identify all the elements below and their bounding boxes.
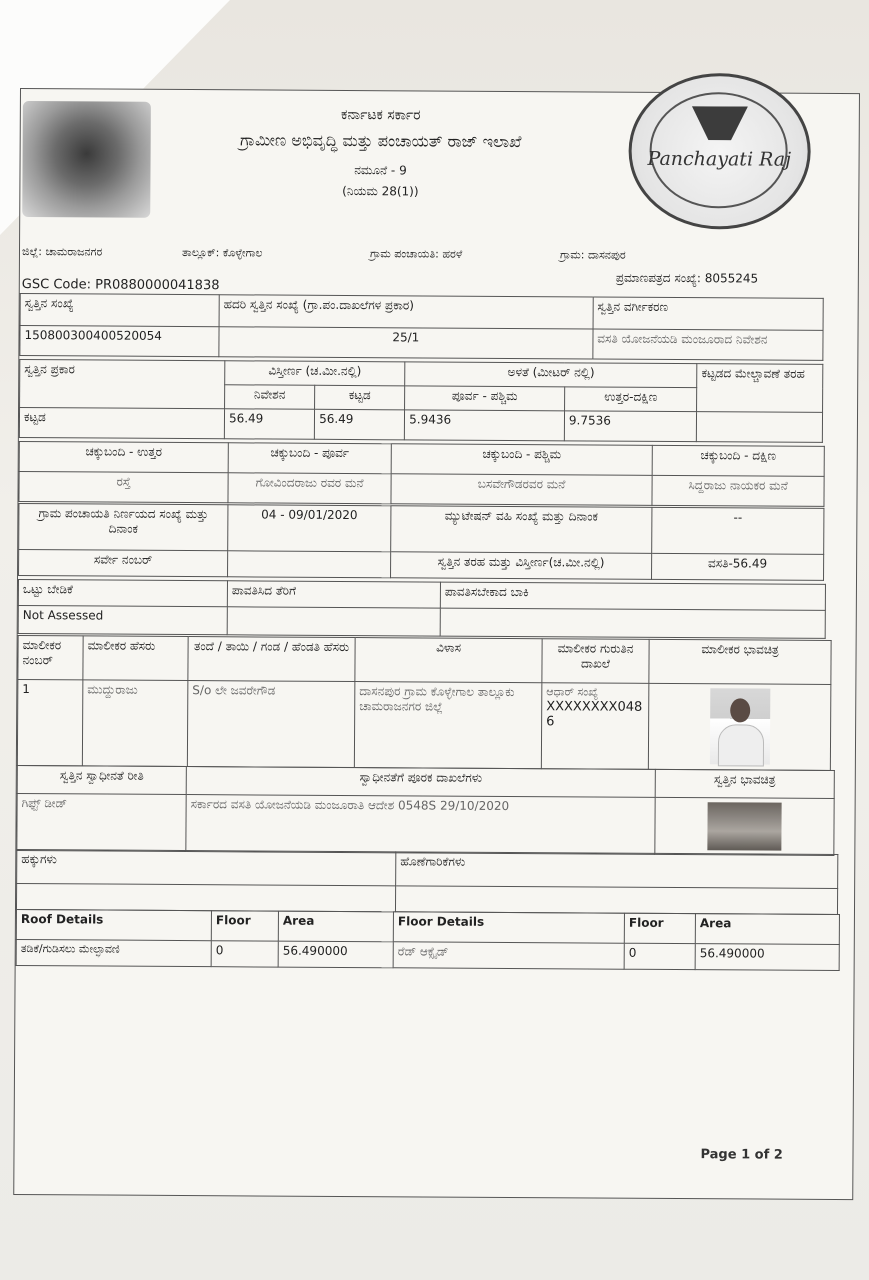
resolution-value: 04 - 09/01/2020 — [228, 505, 391, 552]
east-boundary-label: ಚಕ್ಕುಬಂದಿ - ಪೂರ್ವ — [228, 443, 391, 474]
owner-number: 1 — [17, 679, 83, 765]
resolution-label: ಗ್ರಾಮ ಪಂಚಾಯತಿ ನಿರ್ಣಯದ ಸಂಖ್ಯೆ ಮತ್ತು ದಿನಾಂಕ — [19, 504, 228, 551]
north-south-value: 9.7536 — [564, 411, 697, 442]
property-nature-value: ವಸತಿ-56.49 — [652, 553, 824, 580]
owner-row — [17, 679, 831, 770]
property-id-label: ಸ್ವತ್ತಿನ ಸಂಖ್ಯೆ — [20, 294, 219, 327]
owner-photo — [709, 688, 769, 764]
owner-number-header: ಮಾಲೀಕರ ನಂಬರ್ — [18, 635, 83, 679]
roof-floor-value: 0 — [211, 941, 278, 967]
total-demand-value: Not Assessed — [18, 605, 227, 634]
east-west-value: 5.9436 — [405, 410, 565, 441]
survey-number-label: ಸರ್ವೇ ನಂಬರ್ — [19, 550, 228, 577]
ownership-docs-value: ಸರ್ಕಾರದ ವಸತಿ ಯೋಜನೆಯಡಿ ಮಂಜೂರಾತಿ ಆದೇಶ 0548S 29/10/2020 — [186, 795, 655, 855]
property-table — [19, 293, 823, 361]
balance-due-value — [440, 608, 825, 638]
seal-logo-text: Panchayati Raj — [647, 147, 792, 171]
property-photo-cell — [655, 797, 834, 855]
west-boundary-value: ಬಸವೇಗೌಡರವರ ಮನೆ — [391, 474, 652, 506]
owner-relation: S/o ಲೇ ಜವರೇಗೌಡ — [187, 681, 355, 768]
owner-name-header: ಮಾಲೀಕರ ಹೆಸರು — [83, 636, 188, 681]
floor-details-value: ರೆಡ್ ಆಕ್ಸೈಡ್ — [393, 942, 624, 969]
ownership-mode-value: ಗಿಫ್ಟ್ ಡೀಡ್ — [17, 793, 186, 851]
roof-details-value: ತಡಿಕೆ/ಗುಡಿಸಲು ಮೇಲ್ಛಾವಣಿ — [16, 939, 211, 966]
old-property-no-label: ಹದರಿ ಸ್ವತ್ತಿನ ಸಂಖ್ಯೆ (ಗ್ರಾ.ಪಂ.ದಾಖಲೆಗಳ ಪ್ರಕಾರ) — [219, 295, 593, 329]
liabilities-value — [395, 886, 837, 915]
rights-value — [16, 883, 395, 911]
east-west-label: ಪೂರ್ವ - ಪಶ್ಚಿಮ — [405, 386, 565, 411]
property-photo-label: ಸ್ವತ್ತಿನ ಭಾವಚಿತ್ರ — [655, 769, 834, 798]
department-title: ಗ್ರಾಮೀಣ ಅಭಿವೃದ್ಧಿ ಮತ್ತು ಪಂಚಾಯತ್ ರಾಜ್ ಇಲಾಖೆ — [239, 130, 522, 152]
boundaries-table — [18, 441, 824, 507]
property-type-value: ಕಟ್ಟಡ — [19, 408, 224, 439]
east-boundary-value: ಗೋವಿಂದರಾಜು ರವರ ಮನೆ — [228, 473, 391, 504]
tax-paid-label: ಪಾವತಿಸಿದ ತೆರಿಗೆ — [227, 581, 440, 608]
balance-due-label: ಪಾವತಿಸಬೇಕಾದ ಬಾಕಿ — [440, 582, 825, 610]
tax-paid-value — [227, 607, 440, 636]
mutation-label: ಮ್ಯುಟೇಷನ್ ವಹಿ ಸಂಖ್ಯೆ ಮತ್ತು ದಿನಾಂಕ — [391, 506, 652, 554]
north-south-label: ಉತ್ತರ-ದಕ್ಷಿಣ — [564, 387, 697, 412]
property-photo — [707, 802, 781, 850]
tax-table — [18, 579, 826, 639]
roof-area-header: Area — [278, 911, 393, 942]
gram-panchayat-label: ಗ್ರಾಮ ಪಂಚಾಯತಿ: ಹರಳೆ — [369, 247, 463, 261]
roof-type-value — [697, 412, 823, 443]
property-dimensions-table — [19, 359, 823, 443]
north-boundary-value: ರಸ್ತೆ — [19, 472, 228, 503]
dimensions-label: ಅಳತೆ (ಮೀಟರ್ ನಲ್ಲಿ) — [405, 362, 697, 388]
owner-id-cell — [541, 683, 649, 770]
rights-table — [16, 849, 838, 915]
roof-details-header: Roof Details — [16, 909, 211, 940]
north-boundary-label: ಚಕ್ಕುಬಂದಿ - ಉತ್ತರ — [19, 442, 228, 473]
village-label: ಗ್ರಾಮ: ದಾಸನಪುರ — [559, 248, 626, 262]
liabilities-label: ಹೊಣೆಗಾರಿಕೆಗಳು — [396, 852, 838, 889]
south-boundary-label: ಚಕ್ಕುಬಂದಿ - ದಕ್ಷಿಣ — [652, 445, 824, 476]
certificate-number: ಪ್ರಮಾಣಪತ್ರದ ಸಂಖ್ಯೆ: 8055245 — [615, 270, 759, 286]
district-label: ಜಿಲ್ಲೆ: ಚಾಮರಾಜನಗರ — [21, 245, 103, 259]
page-number: Page 1 of 2 — [700, 1147, 783, 1163]
classification-label: ಸ್ವತ್ತಿನ ವರ್ಗೀಕರಣ — [593, 297, 823, 330]
owners-table — [17, 635, 832, 771]
mutation-value: -- — [652, 507, 824, 554]
address-header: ವಿಳಾಸ — [355, 638, 542, 683]
owner-id-type: ಆಧಾರ್ ಸಂಖ್ಯೆ — [546, 685, 599, 699]
building-label: ಕಟ್ಟಡ — [315, 385, 405, 410]
roof-floor-header: Floor — [211, 911, 278, 941]
ownership-docs-label: ಸ್ವಾಧೀನತೆಗೆ ಪೂರಕ ದಾಖಲೆಗಳು — [186, 767, 655, 798]
rule-number: (ನಿಯಮ 28(1)) — [342, 183, 419, 199]
header-block — [140, 106, 621, 201]
government-title: ಕರ್ನಾಟಕ ಸರ್ಕಾರ — [341, 106, 421, 124]
owner-address: ದಾಸನಪುರ ಗ್ರಾಮ ಕೊಳ್ಳೇಗಾಲ ತಾಲ್ಲೂಕು ಚಾಮರಾಜನಗರ ಜಿಲ್ಲೆ — [354, 682, 542, 769]
relation-header: ತಂದೆ / ತಾಯಿ / ಗಂಡ / ಹೆಂಡತಿ ಹೆಸರು — [188, 637, 355, 682]
owner-id-number: XXXXXXXX0486 — [546, 699, 643, 730]
resolution-table — [18, 503, 824, 581]
old-property-no-value: 25/1 — [219, 327, 593, 359]
owner-name: ಮುದ್ದುರಾಜು — [82, 680, 188, 767]
ownership-mode-label: ಸ್ವತ್ತಿನ ಸ್ವಾಧೀನತೆ ರೀತಿ — [17, 765, 186, 794]
owner-id-header: ಮಾಲೀಕರ ಗುರುತಿನ ದಾಖಲೆ — [542, 639, 649, 684]
roof-floor-table — [16, 909, 840, 971]
area-label: ವಿಸ್ತೀರ್ಣ (ಚ.ಮೀ.ನಲ್ಲಿ) — [225, 361, 405, 386]
total-demand-label: ಒಟ್ಟು ಬೇಡಿಕೆ — [18, 580, 227, 607]
gsc-code: GSC Code: PR0880000041838 — [21, 277, 220, 294]
site-area-value: 56.49 — [224, 409, 314, 440]
owner-photo-header: ಮಾಲೀಕರ ಭಾವಚಿತ್ರ — [649, 639, 831, 684]
building-area-value: 56.49 — [314, 409, 404, 440]
south-boundary-value: ಸಿದ್ದರಾಜು ನಾಯಕರ ಮನೆ — [652, 475, 824, 506]
form-number: ನಮೂನೆ - 9 — [354, 163, 407, 178]
property-id-value: 150800300400520054 — [20, 326, 219, 357]
property-nature-label: ಸ್ವತ್ತಿನ ತರಹ ಮತ್ತು ವಿಸ್ತೀರ್ಣ(ಚ.ಮೀ.ನಲ್ಲಿ) — [391, 552, 652, 580]
form-9-page — [13, 88, 860, 1200]
site-label: ನಿವೇಶನ — [225, 385, 315, 410]
floor-details-header: Floor Details — [393, 912, 624, 943]
classification-value: ವಸತಿ ಯೋಜನೆಯಡಿ ಮಂಜೂರಾದ ನಿವೇಶನ — [593, 329, 823, 360]
floor-area-header: Area — [695, 914, 839, 945]
floor-area-value: 56.490000 — [695, 944, 839, 971]
floor-floor-header: Floor — [624, 913, 695, 943]
owner-photo-cell — [648, 683, 831, 770]
west-boundary-label: ಚಕ್ಕುಬಂದಿ - ಪಶ್ಚಿಮ — [391, 444, 652, 476]
floor-floor-value: 0 — [624, 943, 695, 969]
panchayati-raj-seal — [628, 73, 811, 230]
rights-label: ಹಕ್ಕುಗಳು — [17, 849, 396, 885]
roof-area-value: 56.490000 — [278, 941, 393, 968]
taluk-label: ತಾಲ್ಲೂಕ್: ಕೊಳ್ಳೇಗಾಲ — [181, 245, 263, 260]
roof-type-label: ಕಟ್ಟಡದ ಮೇಲ್ಚಾವಣೆ ತರಹ — [697, 364, 823, 413]
property-type-label: ಸ್ವತ್ತಿನ ಪ್ರಕಾರ — [20, 360, 225, 409]
ownership-table — [16, 765, 835, 856]
state-emblem-icon — [22, 101, 151, 218]
survey-number-value — [228, 551, 391, 578]
